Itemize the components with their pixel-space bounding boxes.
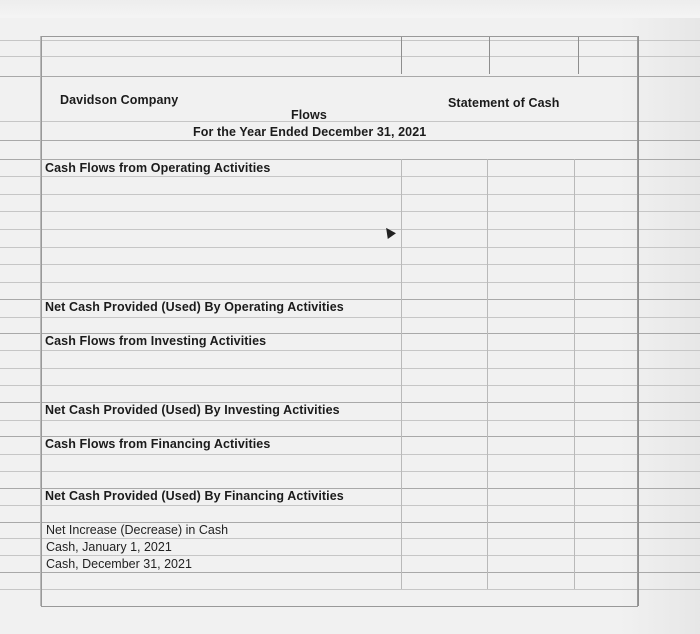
investing-line-input-1[interactable] bbox=[41, 369, 401, 384]
cash-beginning-label: Cash, January 1, 2021 bbox=[46, 540, 172, 554]
company-name: Davidson Company bbox=[60, 93, 179, 107]
financing-line-input-1[interactable] bbox=[41, 455, 401, 470]
investing-net-cash: Net Cash Provided (Used) By Investing Activities bbox=[45, 403, 340, 417]
net-increase-label: Net Increase (Decrease) in Cash bbox=[46, 523, 229, 537]
statement-title: Statement of Cash bbox=[448, 96, 560, 110]
investing-line-input-2[interactable] bbox=[41, 386, 401, 401]
financing-line-input-2[interactable] bbox=[41, 472, 401, 487]
cash-ending-label: Cash, December 31, 2021 bbox=[46, 557, 192, 571]
operating-line-input-4[interactable] bbox=[41, 248, 401, 263]
financing-net-cash: Net Cash Provided (Used) By Financing Activities bbox=[45, 489, 344, 503]
operating-line-input-2[interactable] bbox=[41, 212, 401, 228]
worksheet bbox=[0, 18, 700, 634]
operating-line-input-3[interactable] bbox=[41, 230, 401, 246]
operating-line-input-5[interactable] bbox=[41, 265, 401, 281]
statement-frame bbox=[41, 36, 638, 607]
statement-title-continued: Flows bbox=[291, 108, 327, 122]
investing-activities-heading: Cash Flows from Investing Activities bbox=[45, 334, 267, 348]
operating-line-input-6[interactable] bbox=[41, 283, 401, 298]
operating-activities-heading: Cash Flows from Operating Activities bbox=[45, 161, 271, 175]
operating-net-cash: Net Cash Provided (Used) By Operating Activities bbox=[45, 300, 344, 314]
operating-line-input-1[interactable] bbox=[41, 195, 401, 211]
financing-activities-heading: Cash Flows from Financing Activities bbox=[45, 437, 271, 451]
statement-period: For the Year Ended December 31, 2021 bbox=[193, 125, 427, 139]
